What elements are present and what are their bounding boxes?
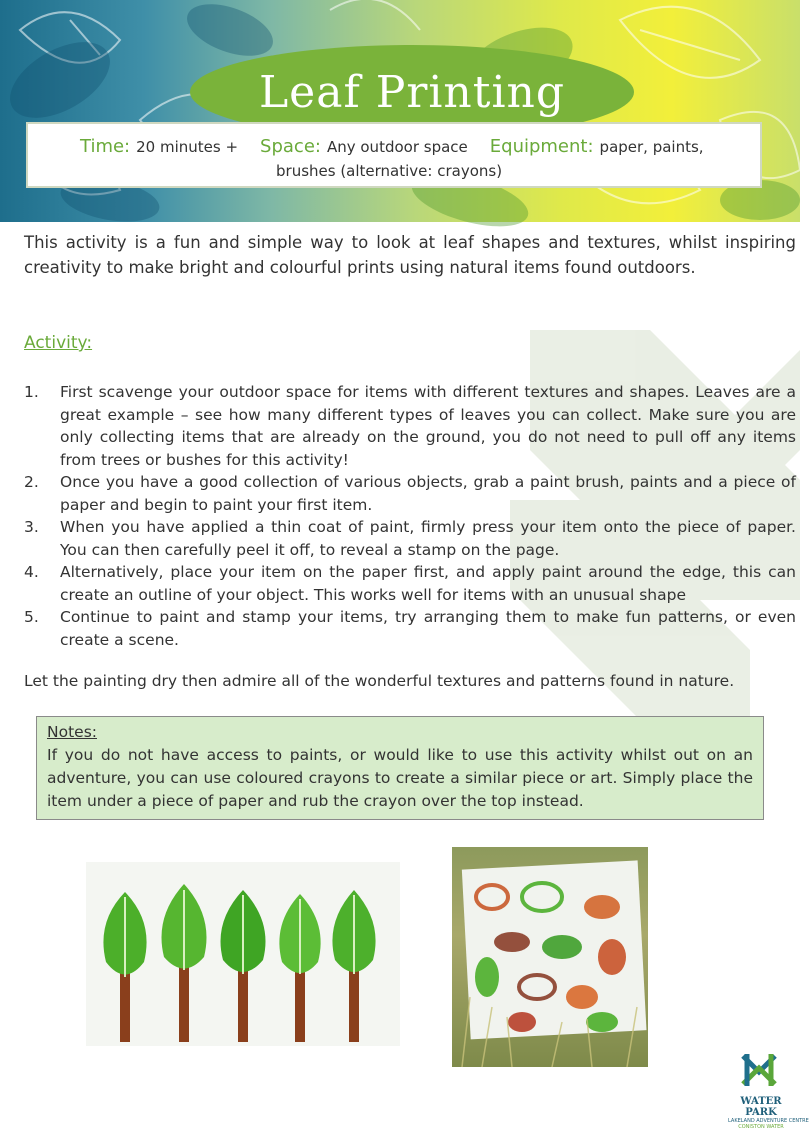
step-item xyxy=(24,516,796,561)
leaf-tree-prints-image xyxy=(86,862,400,1046)
activity-info-box xyxy=(26,122,762,188)
step-number: 3. xyxy=(24,518,39,536)
leaf-print-photo xyxy=(452,847,648,1067)
step-number: 5. xyxy=(24,608,39,626)
knot-logo-icon xyxy=(739,1050,783,1090)
closing-text: Let the painting dry then admire all of the wonderful textures and patterns found in nature. xyxy=(24,672,735,690)
time-value: 20 minutes + xyxy=(136,138,239,156)
step-text: First scavenge your outdoor space for items with different textures and shapes. Leaves are a great example – see how many different types of leaves you can collect. Make sure you are only collecting items that are already on the ground, you do not need to pull off any items from trees or bushes for this activity! xyxy=(60,383,796,469)
space-value: Any outdoor space xyxy=(326,138,468,156)
step-item xyxy=(24,471,796,516)
page-title: Leaf Printing xyxy=(258,66,566,118)
step-text: Once you have a good collection of various objects, grab a paint brush, paints and a piece of paper and begin to paint your first item. xyxy=(60,473,796,514)
equipment-label: Equipment: xyxy=(489,136,594,157)
notes-box xyxy=(36,716,764,820)
leaf-print-photo-icon xyxy=(452,847,648,1067)
step-item xyxy=(24,561,796,606)
logo-subtitle: LAKELAND ADVENTURE CENTRE xyxy=(728,1118,809,1124)
step-number: 2. xyxy=(24,473,39,491)
space-label: Space: xyxy=(260,136,321,157)
water-park-logo xyxy=(728,1050,809,1130)
activity-heading: Activity: xyxy=(24,333,93,353)
equipment-value-line2: brushes (alternative: crayons) xyxy=(276,162,503,180)
intro-paragraph: This activity is a fun and simple way to look at leaf shapes and textures, whilst inspiring creativity to make bright and colourful prints using natural items found outdoors. xyxy=(24,233,796,277)
step-number: 1. xyxy=(24,383,39,401)
step-item xyxy=(24,381,796,471)
step-text: Continue to paint and stamp your items, try arranging them to make fun patterns, or even create a scene. xyxy=(60,608,796,649)
equipment-value-line1: paper, paints, xyxy=(599,138,704,156)
step-item xyxy=(24,606,796,651)
step-text: Alternatively, place your item on the paper first, and apply paint around the edge, this can create an outline of your object. This works well for items with an unusual shape xyxy=(60,563,796,604)
logo-location: CONISTON WATER xyxy=(738,1124,784,1130)
leaf-tree-icon xyxy=(86,862,400,1046)
notes-body: If you do not have access to paints, or would like to use this activity whilst out on an adventure, you can use coloured crayons to create a similar piece or art. Simply place the item under a piece of paper and rub the crayon over the top instead. xyxy=(47,746,753,810)
header-banner xyxy=(0,0,800,222)
time-label: Time: xyxy=(80,136,131,157)
notes-heading: Notes: xyxy=(47,723,97,741)
step-number: 4. xyxy=(24,563,39,581)
activity-steps xyxy=(24,381,796,651)
logo-name: WATER PARK xyxy=(740,1096,782,1118)
step-text: When you have applied a thin coat of paint, firmly press your item onto the piece of paper. You can then carefully peel it off, to reveal a stamp on the page. xyxy=(60,518,796,559)
